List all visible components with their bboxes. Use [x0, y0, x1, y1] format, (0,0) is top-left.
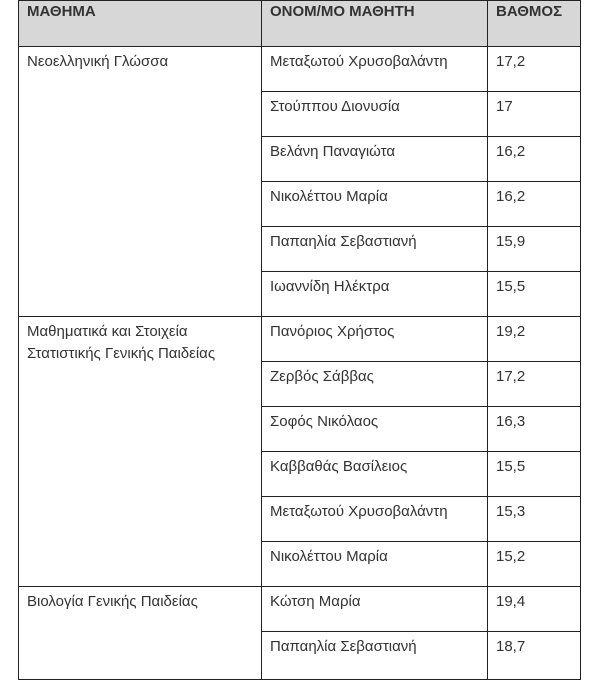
grade-cell: 17,2	[488, 362, 581, 407]
student-cell: Πανόριος Χρήστος	[262, 317, 488, 362]
student-cell: Νικολέττου Μαρία	[262, 542, 488, 587]
grade-cell: 18,7	[488, 632, 581, 680]
student-cell: Κώτση Μαρία	[262, 587, 488, 632]
grade-cell: 15,9	[488, 227, 581, 272]
header-student: ΟΝΟΜ/ΜΟ ΜΑΘΗΤΗ	[262, 1, 488, 47]
student-cell: Ζερβός Σάββας	[262, 362, 488, 407]
grade-cell: 16,3	[488, 407, 581, 452]
grade-cell: 19,2	[488, 317, 581, 362]
student-cell: Ιωαννίδη Ηλέκτρα	[262, 272, 488, 317]
student-cell: Νικολέττου Μαρία	[262, 182, 488, 227]
grade-cell: 15,2	[488, 542, 581, 587]
header-subject: ΜΑΘΗΜΑ	[19, 1, 262, 47]
grade-cell: 15,3	[488, 497, 581, 542]
grade-cell: 17,2	[488, 47, 581, 92]
student-cell: Παπαηλία Σεβαστιανή	[262, 632, 488, 680]
student-cell: Παπαηλία Σεβαστιανή	[262, 227, 488, 272]
table-row	[19, 587, 581, 632]
student-cell: Μεταξωτού Χρυσοβαλάντη	[262, 47, 488, 92]
table-row	[19, 47, 581, 92]
table-row	[19, 317, 581, 362]
subject-cell: Μαθηματικά και Στοιχεία Στατιστικής Γενικής Παιδείας	[19, 317, 262, 587]
table-header-row	[19, 1, 581, 47]
grade-cell: 19,4	[488, 587, 581, 632]
student-cell: Σοφός Νικόλαος	[262, 407, 488, 452]
student-cell: Στούππου Διονυσία	[262, 92, 488, 137]
subject-cell: Νεοελληνική Γλώσσα	[19, 47, 262, 317]
grade-cell: 16,2	[488, 182, 581, 227]
subject-cell: Βιολογία Γενικής Παιδείας	[19, 587, 262, 680]
grade-cell: 15,5	[488, 452, 581, 497]
student-cell: Βελάνη Παναγιώτα	[262, 137, 488, 182]
header-grade: ΒΑΘΜΟΣ	[488, 1, 581, 47]
student-cell: Μεταξωτού Χρυσοβαλάντη	[262, 497, 488, 542]
grade-cell: 15,5	[488, 272, 581, 317]
grade-cell: 16,2	[488, 137, 581, 182]
student-cell: Καββαθάς Βασίλειος	[262, 452, 488, 497]
grades-table	[18, 0, 581, 680]
grade-cell: 17	[488, 92, 581, 137]
